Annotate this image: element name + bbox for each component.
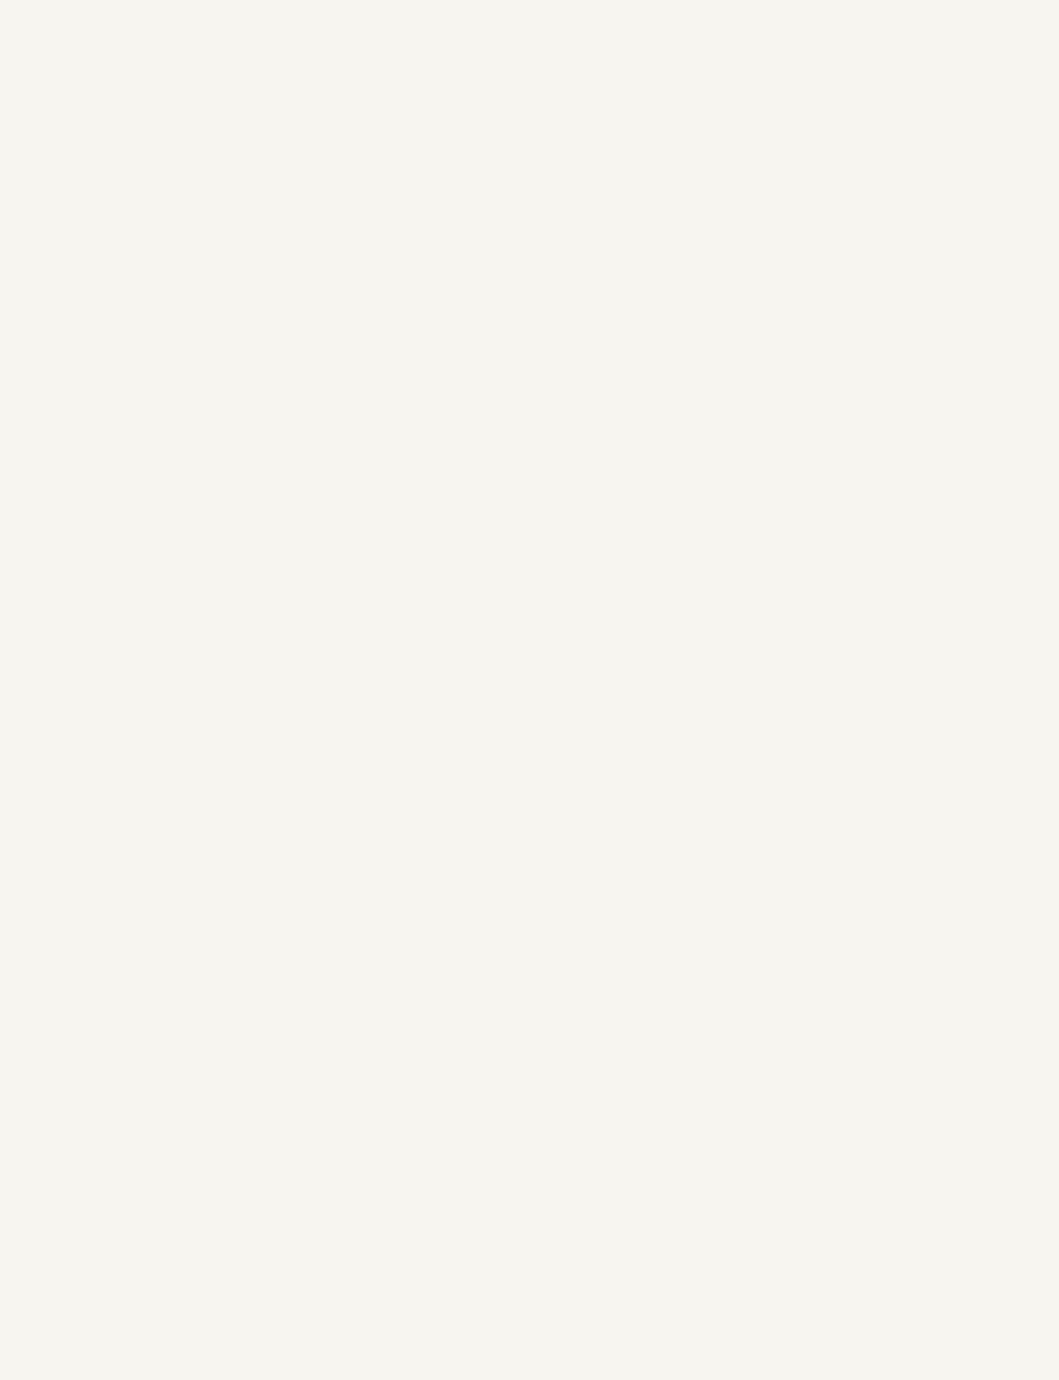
record-grid (0, 0, 1059, 1380)
